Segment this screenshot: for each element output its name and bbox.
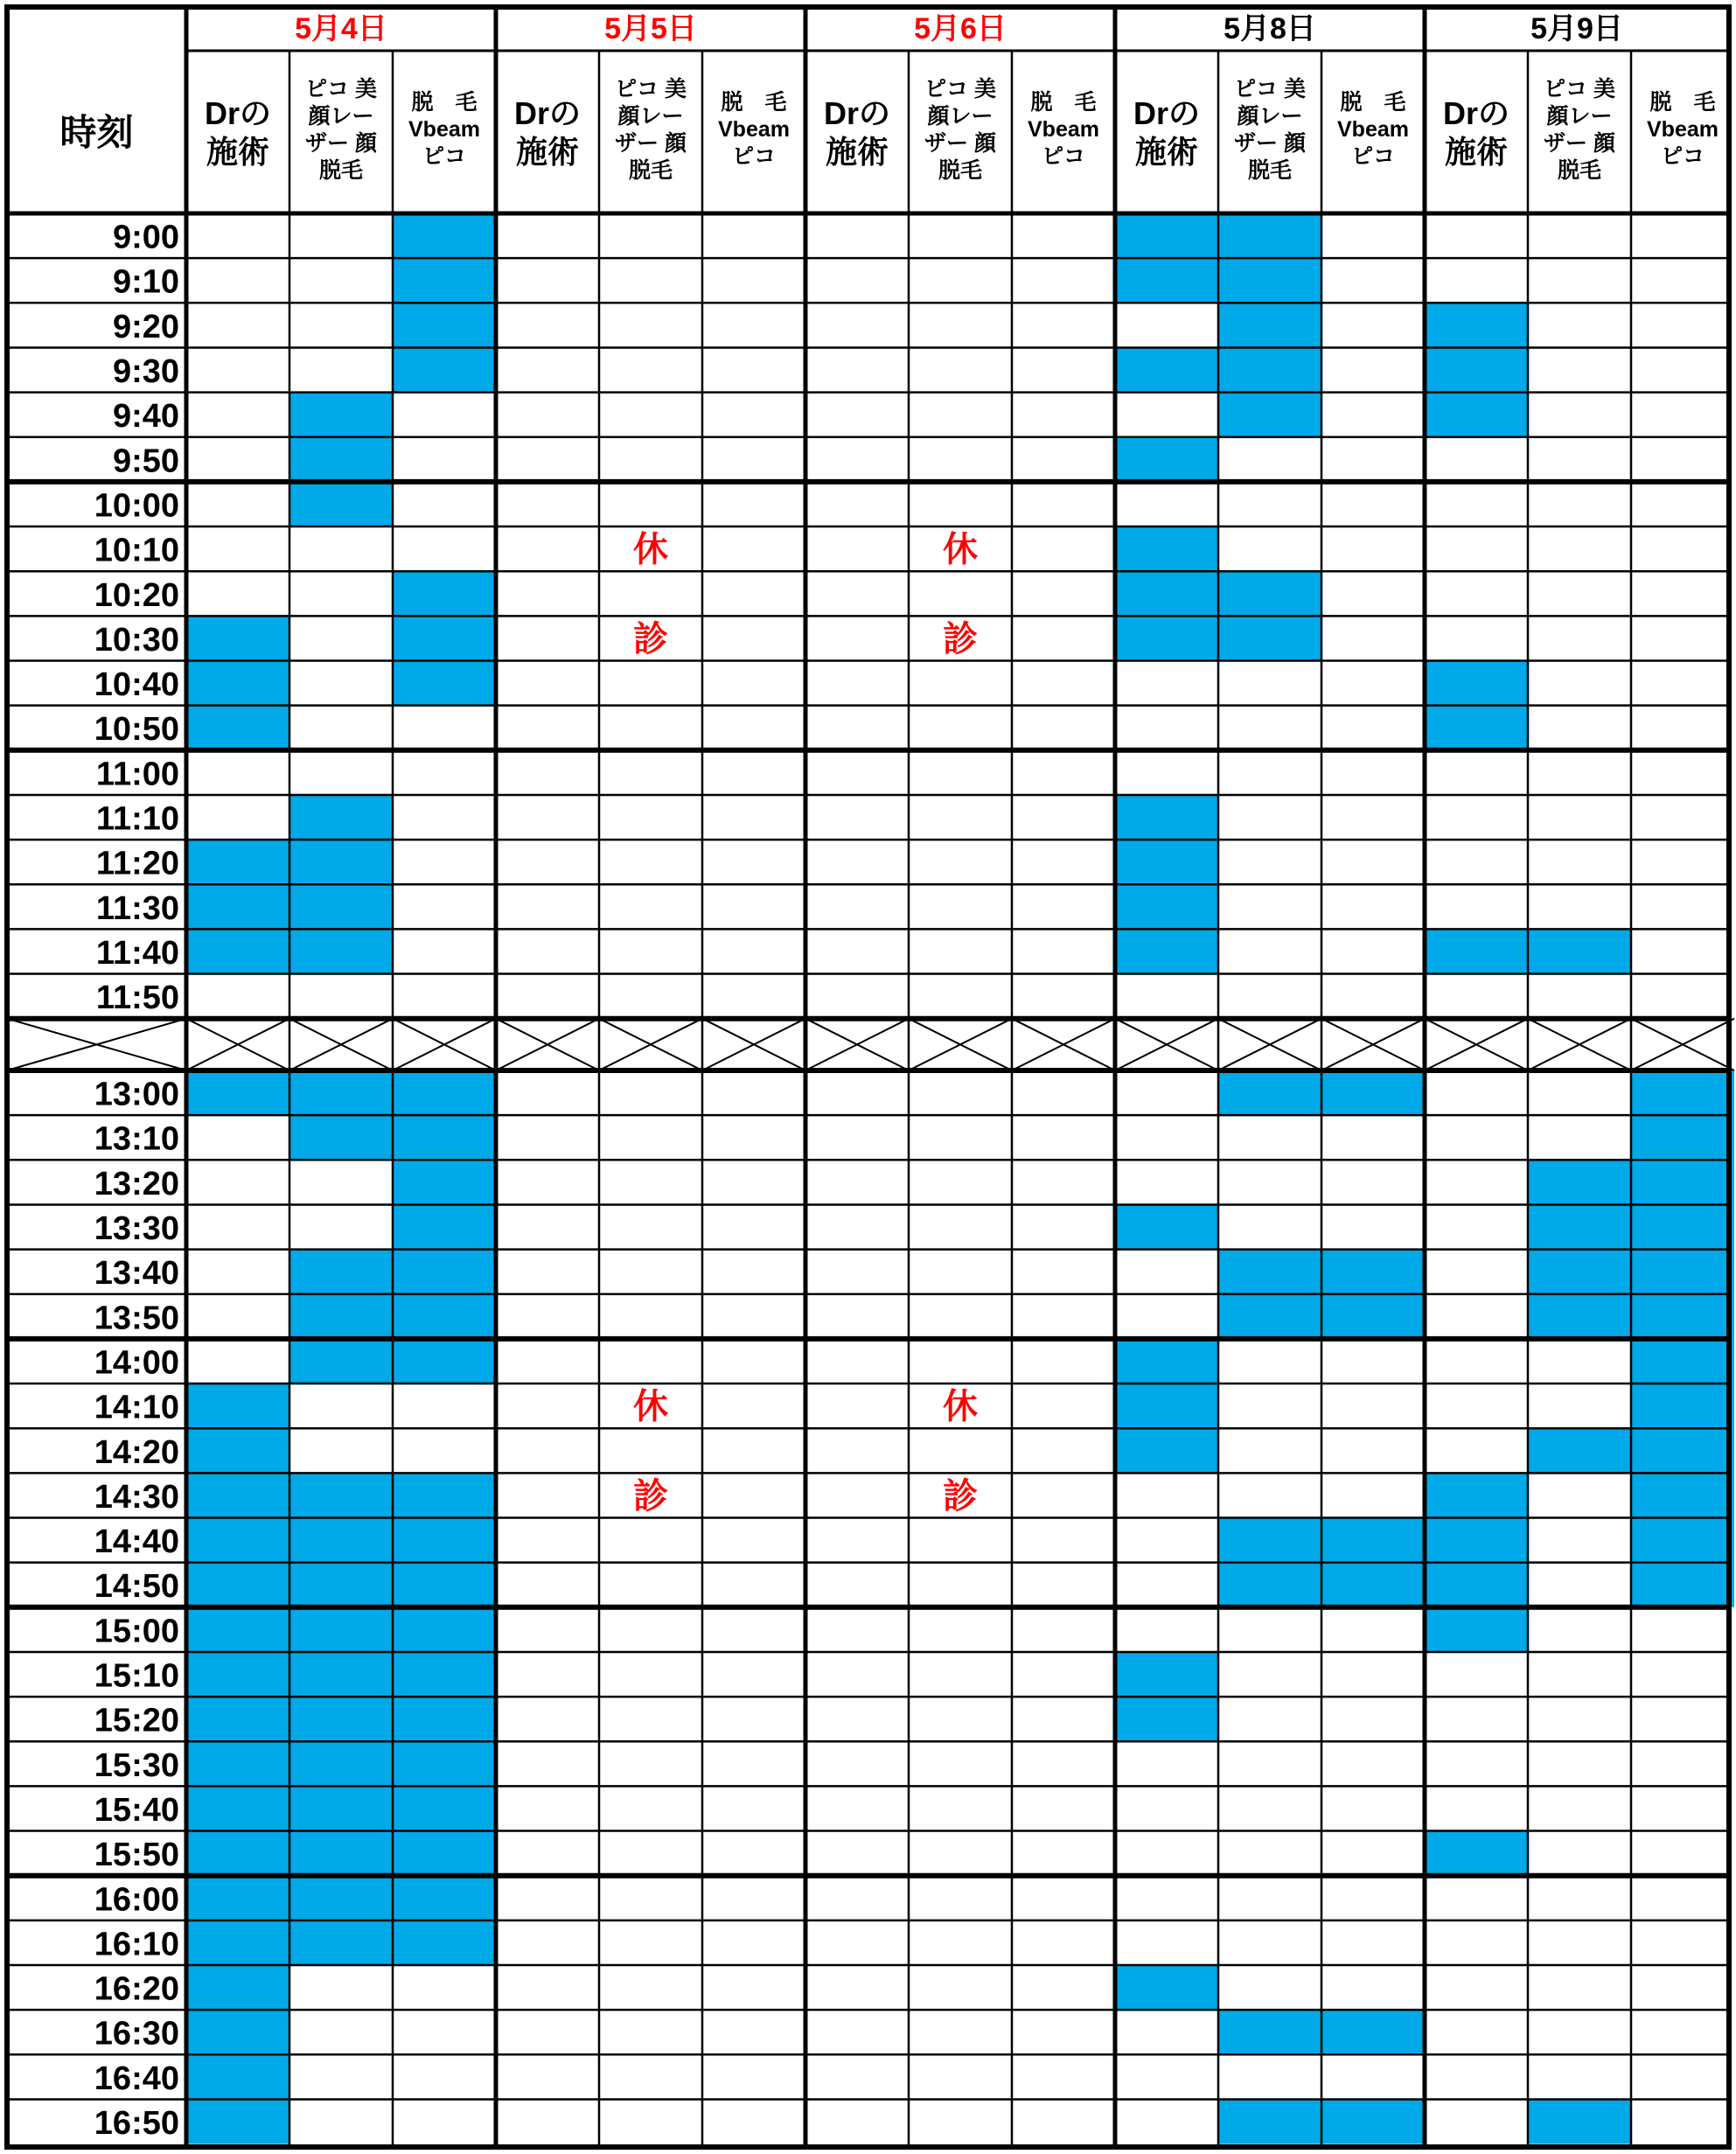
booked-cell — [1115, 347, 1218, 392]
time-column-header: 時刻 — [59, 112, 134, 153]
booked-cell — [289, 1741, 393, 1786]
booked-cell — [1631, 1384, 1734, 1428]
booked-cell — [1528, 929, 1631, 973]
time-label: 15:50 — [94, 1837, 179, 1874]
time-label: 9:00 — [112, 219, 179, 256]
time-label: 14:40 — [94, 1523, 179, 1561]
booked-cell — [1115, 929, 1218, 973]
booked-cell — [186, 1384, 289, 1428]
sub-header-pico-facial: 顔レー — [308, 104, 374, 129]
booked-cell — [186, 2099, 289, 2144]
time-label: 14:10 — [94, 1389, 179, 1426]
booked-cell — [1321, 1518, 1425, 1563]
sub-header-removal-vbeam: ピコ — [731, 144, 777, 169]
booked-cell — [186, 1473, 289, 1517]
sub-header-pico-facial: ピコ 美 — [1234, 77, 1306, 101]
sub-header-removal-vbeam: 脱 毛 — [721, 90, 787, 115]
booked-cell — [1115, 526, 1218, 571]
booked-cell — [186, 1607, 289, 1652]
time-label: 14:00 — [94, 1344, 179, 1382]
booked-cell — [1218, 2099, 1321, 2144]
date-header: 5月5日 — [604, 12, 697, 45]
booked-cell — [393, 1518, 496, 1563]
sub-header-pico-facial: ピコ 美 — [924, 77, 996, 101]
booked-cell — [1528, 1250, 1631, 1294]
booked-cell — [1115, 437, 1218, 482]
sub-header-pico-facial: 顔レー — [1237, 104, 1303, 129]
sub-header-pico-facial: 脱毛 — [938, 158, 983, 183]
time-label: 10:10 — [94, 532, 179, 569]
booked-cell — [1115, 795, 1218, 840]
booked-cell — [289, 1518, 393, 1563]
time-label: 16:40 — [94, 2060, 179, 2097]
booked-cell — [289, 1786, 393, 1830]
booked-cell — [1321, 2099, 1425, 2144]
sub-header-pico-facial: ザー 顔 — [615, 131, 687, 156]
break-cross — [1631, 1019, 1734, 1070]
time-label: 14:50 — [94, 1568, 179, 1606]
booked-cell — [1218, 2010, 1321, 2054]
booked-cell — [186, 840, 289, 884]
booked-cell — [393, 1786, 496, 1830]
break-cross — [1115, 1019, 1218, 1070]
booked-cell — [393, 1160, 496, 1204]
sub-header-removal-vbeam: Vbeam — [1028, 117, 1099, 142]
booked-cell — [393, 1876, 496, 1920]
sub-header-removal-vbeam: ピコ — [1041, 144, 1086, 169]
time-label: 10:00 — [94, 487, 179, 525]
booked-cell — [1115, 1428, 1218, 1473]
break-cross — [1012, 1019, 1115, 1070]
booked-cell — [186, 1428, 289, 1473]
booked-cell — [1115, 1652, 1218, 1697]
sub-header-removal-vbeam: Vbeam — [1647, 117, 1719, 142]
sub-header-pico-facial: 脱毛 — [318, 158, 364, 183]
booked-cell — [186, 706, 289, 750]
booked-cell — [1425, 929, 1528, 973]
sub-header-doctor: 施術 — [206, 134, 270, 170]
date-header: 5月8日 — [1224, 12, 1316, 45]
time-label: 16:20 — [94, 1970, 179, 2008]
booked-cell — [393, 347, 496, 392]
time-label: 15:20 — [94, 1702, 179, 1739]
time-label: 15:30 — [94, 1746, 179, 1784]
booked-cell — [289, 884, 393, 929]
sub-header-pico-facial: 顔レー — [617, 104, 684, 129]
time-label: 13:40 — [94, 1255, 179, 1293]
booked-cell — [1631, 1339, 1734, 1384]
time-label: 16:30 — [94, 2015, 179, 2053]
booked-cell — [393, 303, 496, 347]
booked-cell — [186, 1563, 289, 1607]
booked-cell — [1218, 258, 1321, 303]
sub-header-pico-facial: 脱毛 — [1557, 158, 1602, 183]
sub-header-removal-vbeam: ピコ — [1350, 144, 1396, 169]
booked-cell — [1425, 1518, 1528, 1563]
booked-cell — [1115, 258, 1218, 303]
booked-cell — [1218, 1070, 1321, 1115]
booked-cell — [1631, 1518, 1734, 1563]
closed-marker: 休 — [943, 530, 978, 569]
booked-cell — [186, 1652, 289, 1697]
closed-marker: 休 — [633, 1387, 668, 1426]
booked-cell — [1218, 213, 1321, 258]
time-label: 10:20 — [94, 576, 179, 614]
booked-cell — [1115, 616, 1218, 660]
break-cross — [289, 1019, 393, 1070]
booked-cell — [186, 1697, 289, 1741]
sub-header-removal-vbeam: Vbeam — [1337, 117, 1409, 142]
booked-cell — [1115, 213, 1218, 258]
booked-cell — [186, 1831, 289, 1876]
booked-cell — [1631, 1250, 1734, 1294]
booked-cell — [393, 1563, 496, 1607]
closed-marker: 診 — [943, 619, 978, 659]
booked-cell — [1425, 661, 1528, 706]
sub-header-pico-facial: 脱毛 — [628, 158, 673, 183]
booked-cell — [1631, 1204, 1734, 1249]
time-label: 11:40 — [95, 934, 179, 972]
break-cross — [1321, 1019, 1425, 1070]
booked-cell — [1321, 1250, 1425, 1294]
booked-cell — [393, 1741, 496, 1786]
sub-header-doctor: Drの — [1442, 95, 1510, 131]
sub-header-pico-facial: 顔レー — [927, 104, 993, 129]
booked-cell — [1425, 1607, 1528, 1652]
booked-cell — [186, 2054, 289, 2099]
booked-cell — [393, 1473, 496, 1517]
booked-cell — [1631, 1294, 1734, 1339]
booked-cell — [289, 1339, 393, 1384]
date-header: 5月4日 — [295, 12, 387, 45]
booked-cell — [289, 929, 393, 973]
sub-header-pico-facial: ザー 顔 — [305, 131, 377, 156]
time-label: 16:50 — [94, 2105, 179, 2143]
booked-cell — [289, 1607, 393, 1652]
break-cross — [909, 1019, 1012, 1070]
time-label: 9:10 — [112, 263, 179, 301]
booked-cell — [1528, 1294, 1631, 1339]
booked-cell — [1115, 1697, 1218, 1741]
break-cross — [702, 1019, 805, 1070]
booked-cell — [1218, 1563, 1321, 1607]
booked-cell — [1425, 1563, 1528, 1607]
booked-cell — [1631, 1160, 1734, 1204]
break-cross — [186, 1019, 289, 1070]
booked-cell — [1115, 1384, 1218, 1428]
booked-cell — [1528, 1428, 1631, 1473]
booked-cell — [1425, 706, 1528, 750]
time-label: 13:00 — [94, 1076, 179, 1113]
sub-header-doctor: 施術 — [515, 134, 580, 170]
booked-cell — [393, 1920, 496, 1965]
closed-marker: 診 — [943, 1476, 978, 1516]
booked-cell — [1631, 1428, 1734, 1473]
booked-cell — [1218, 616, 1321, 660]
time-label: 9:20 — [112, 308, 179, 345]
sub-header-pico-facial: ピコ 美 — [615, 77, 687, 101]
booked-cell — [393, 1607, 496, 1652]
booked-cell — [289, 393, 393, 437]
booked-cell — [1218, 1250, 1321, 1294]
date-header: 5月6日 — [914, 12, 1007, 45]
booked-cell — [393, 1250, 496, 1294]
booked-cell — [1218, 1518, 1321, 1563]
booked-cell — [1425, 347, 1528, 392]
sub-header-doctor: Drの — [204, 95, 272, 131]
time-label: 11:20 — [95, 845, 179, 882]
booked-cell — [1115, 1965, 1218, 2010]
sub-header-doctor: 施術 — [825, 134, 889, 170]
time-label: 15:00 — [94, 1613, 179, 1650]
booked-cell — [1218, 347, 1321, 392]
booked-cell — [186, 1786, 289, 1830]
break-cross — [599, 1019, 702, 1070]
sub-header-pico-facial: ピコ 美 — [305, 77, 377, 101]
booked-cell — [393, 1204, 496, 1249]
booked-cell — [1115, 571, 1218, 616]
booked-cell — [289, 1652, 393, 1697]
booked-cell — [1321, 1070, 1425, 1115]
booked-cell — [186, 1070, 289, 1115]
booked-cell — [186, 2010, 289, 2054]
booked-cell — [289, 1876, 393, 1920]
booked-cell — [186, 1741, 289, 1786]
booked-cell — [289, 840, 393, 884]
booked-cell — [1528, 2099, 1631, 2144]
time-label: 16:00 — [94, 1881, 179, 1919]
booking-cells — [186, 213, 1734, 2144]
time-label: 11:00 — [95, 756, 179, 793]
booked-cell — [1218, 393, 1321, 437]
booked-cell — [1115, 1339, 1218, 1384]
closed-marker: 診 — [633, 619, 668, 659]
booked-cell — [1425, 1831, 1528, 1876]
time-label: 10:30 — [94, 621, 179, 659]
booked-cell — [1528, 1204, 1631, 1249]
break-cross — [1528, 1019, 1631, 1070]
booked-cell — [289, 795, 393, 840]
booked-cell — [289, 1250, 393, 1294]
booked-cell — [1425, 303, 1528, 347]
sub-header-pico-facial: ザー 顔 — [1234, 131, 1306, 156]
time-label: 14:20 — [94, 1433, 179, 1471]
booked-cell — [1631, 1070, 1734, 1115]
closed-marker: 休 — [633, 530, 668, 569]
booked-cell — [186, 1876, 289, 1920]
break-cross — [393, 1019, 496, 1070]
time-label: 15:40 — [94, 1791, 179, 1829]
sub-header-removal-vbeam: Vbeam — [408, 117, 480, 142]
booked-cell — [1321, 1563, 1425, 1607]
booked-cell — [289, 1697, 393, 1741]
booked-cell — [1115, 1204, 1218, 1249]
break-cross — [1218, 1019, 1321, 1070]
booked-cell — [393, 1831, 496, 1876]
booked-cell — [1425, 1473, 1528, 1517]
booked-cell — [289, 1831, 393, 1876]
booked-cell — [1321, 2010, 1425, 2054]
sub-header-doctor: 施術 — [1134, 134, 1199, 170]
booked-cell — [186, 1965, 289, 2010]
sub-header-removal-vbeam: 脱 毛 — [1649, 90, 1716, 115]
closed-marker: 診 — [633, 1476, 668, 1516]
booked-cell — [393, 616, 496, 660]
break-cross — [1425, 1019, 1528, 1070]
booked-cell — [289, 1115, 393, 1160]
booked-cell — [289, 1473, 393, 1517]
booked-cell — [1321, 1294, 1425, 1339]
date-header: 5月9日 — [1530, 12, 1623, 45]
time-label: 16:10 — [94, 1926, 179, 1963]
time-label: 13:50 — [94, 1300, 179, 1337]
sub-header-doctor: Drの — [1133, 95, 1201, 131]
sub-header-pico-facial: ザー 顔 — [1544, 131, 1615, 156]
time-label: 11:30 — [95, 889, 179, 927]
time-label: 14:30 — [94, 1478, 179, 1516]
booked-cell — [1425, 393, 1528, 437]
sub-header-pico-facial: 脱毛 — [1247, 158, 1293, 183]
booked-cell — [393, 213, 496, 258]
booked-cell — [289, 437, 393, 482]
time-label: 13:30 — [94, 1210, 179, 1248]
time-label: 11:10 — [95, 800, 179, 838]
booked-cell — [186, 929, 289, 973]
sub-header-removal-vbeam: 脱 毛 — [411, 90, 478, 115]
booked-cell — [393, 1652, 496, 1697]
sub-header-removal-vbeam: 脱 毛 — [1030, 90, 1097, 115]
sub-header-pico-facial: 顔レー — [1546, 104, 1613, 129]
booked-cell — [186, 616, 289, 660]
booked-cell — [1528, 1160, 1631, 1204]
booked-cell — [393, 661, 496, 706]
break-cross — [805, 1019, 909, 1070]
booked-cell — [1115, 840, 1218, 884]
booked-cell — [1218, 571, 1321, 616]
booked-cell — [393, 571, 496, 616]
booked-cell — [289, 482, 393, 526]
sub-header-removal-vbeam: ピコ — [1660, 144, 1705, 169]
sub-header-removal-vbeam: 脱 毛 — [1340, 90, 1406, 115]
sub-header-doctor: Drの — [513, 95, 582, 131]
sub-header-doctor: Drの — [823, 95, 891, 131]
booked-cell — [1218, 1294, 1321, 1339]
booked-cell — [289, 1070, 393, 1115]
sub-header-removal-vbeam: ピコ — [422, 144, 467, 169]
break-cross — [7, 1019, 186, 1070]
sub-header-pico-facial: ザー 顔 — [924, 131, 996, 156]
time-label: 11:50 — [95, 979, 179, 1017]
booked-cell — [289, 1563, 393, 1607]
booked-cell — [393, 1115, 496, 1160]
time-label: 10:40 — [94, 666, 179, 704]
time-label: 10:50 — [94, 711, 179, 749]
sub-header-pico-facial: ピコ 美 — [1544, 77, 1615, 101]
booked-cell — [186, 884, 289, 929]
time-label: 13:20 — [94, 1165, 179, 1202]
booked-cell — [393, 258, 496, 303]
booked-cell — [393, 1070, 496, 1115]
time-label: 13:10 — [94, 1120, 179, 1158]
booked-cell — [186, 661, 289, 706]
booked-cell — [289, 1920, 393, 1965]
booked-cell — [1115, 884, 1218, 929]
booked-cell — [186, 1518, 289, 1563]
time-label: 9:30 — [112, 353, 179, 391]
time-label: 9:40 — [112, 398, 179, 436]
booked-cell — [1218, 303, 1321, 347]
booked-cell — [393, 1294, 496, 1339]
booked-cell — [393, 1697, 496, 1741]
booked-cell — [393, 1339, 496, 1384]
time-label: 15:10 — [94, 1657, 179, 1695]
sub-header-removal-vbeam: Vbeam — [718, 117, 790, 142]
booked-cell — [1631, 1563, 1734, 1607]
sub-header-doctor: 施術 — [1444, 134, 1509, 170]
booked-cell — [186, 1920, 289, 1965]
closed-marker: 休 — [943, 1387, 978, 1426]
break-cross — [496, 1019, 599, 1070]
booked-cell — [1631, 1115, 1734, 1160]
booked-cell — [289, 1294, 393, 1339]
time-label: 9:50 — [112, 443, 179, 480]
booked-cell — [1631, 1473, 1734, 1517]
